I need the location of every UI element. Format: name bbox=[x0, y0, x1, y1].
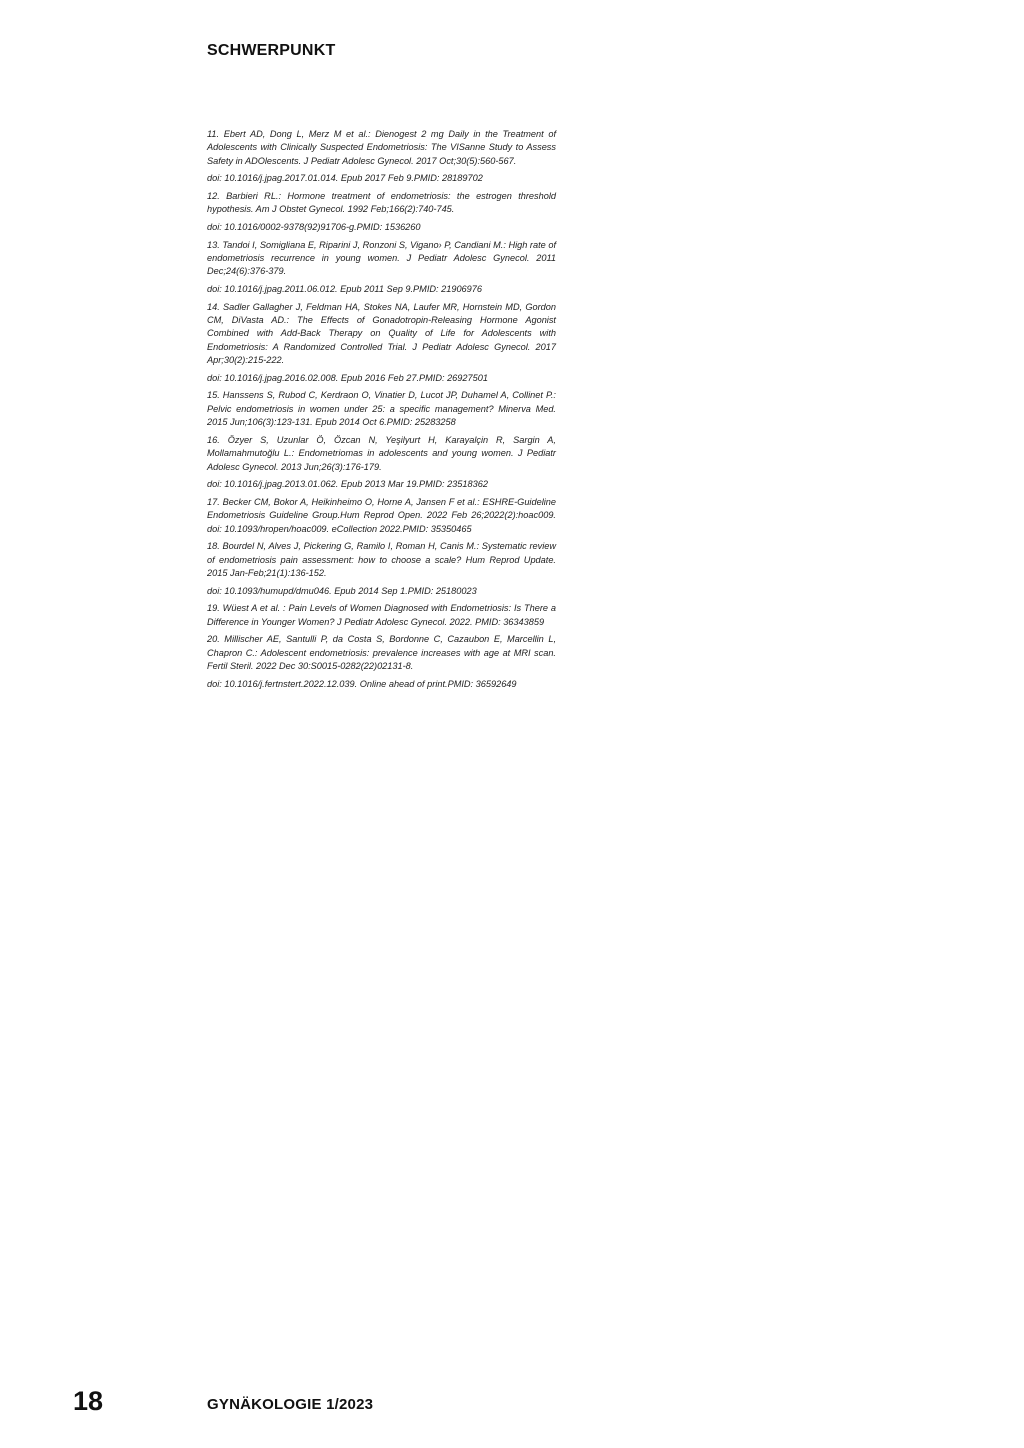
reference-20: 20. Millischer AE, Santulli P, da Costa S, Bordonne C, Cazaubon E, Marcellin L, Chapron C.: Adolescent endometriosis: prevalence increases with age at MRI scan. Fertil Steril. 2022 Dec 30:S0015-0282(22)02131-8. bbox=[207, 634, 556, 672]
reference-15: 15. Hanssens S, Rubod C, Kerdraon O, Vinatier D, Lucot JP, Duhamel A, Collinet P.: Pelvic endometriosis in women under 25: a specific management? Minerva Med. 2015 Jun;106(3):123-131. Epub 2014 Oct 6.PMID: 25283258 bbox=[207, 390, 556, 428]
reference-18-doi: doi: 10.1093/humupd/dmu046. Epub 2014 Sep 1.PMID: 25180023 bbox=[207, 585, 477, 596]
page-number: 18 bbox=[73, 1386, 104, 1416]
journal-issue: GYNÄKOLOGIE 1/2023 bbox=[207, 1396, 374, 1413]
reference-20-doi: doi: 10.1016/j.fertnstert.2022.12.039. Online ahead of print.PMID: 36592649 bbox=[207, 678, 517, 689]
reference-16-doi: doi: 10.1016/j.jpag.2013.01.062. Epub 2013 Mar 19.PMID: 23518362 bbox=[207, 479, 488, 490]
reference-13: 13. Tandoi I, Somigliana E, Riparini J, Ronzoni S, Vigano› P, Candiani M.: High rate of endometriosis recurrence in young women. J Pediatr Adolesc Gynecol. 2011 Dec;24(6):376-379. bbox=[207, 239, 556, 277]
section-label: SCHWERPUNKT bbox=[207, 42, 336, 59]
reference-14-doi: doi: 10.1016/j.jpag.2016.02.008. Epub 2016 Feb 27.PMID: 26927501 bbox=[207, 372, 488, 383]
reference-13-doi: doi: 10.1016/j.jpag.2011.06.012. Epub 2011 Sep 9.PMID: 21906976 bbox=[207, 284, 482, 294]
reference-11: 11. Ebert AD, Dong L, Merz M et al.: Dienogest 2 mg Daily in the Treatment of Adolescents with Clinically Suspected Endometriosis: The VISanne Study to Assess Safety in ADOlescents. J Pediatr Adolesc Gynecol. 2017 Oct;30(5):560-567. bbox=[207, 129, 556, 166]
reference-12: 12. Barbieri RL.: Hormone treatment of endometriosis: the estrogen threshold hypothesis. Am J Obstet Gynecol. 1992 Feb;166(2):740-745. bbox=[207, 191, 556, 215]
reference-17: 17. Becker CM, Bokor A, Heikinheimo O, Horne A, Jansen F et al.: ESHRE-Guideline Endometriosis Guideline Group.Hum Reprod Open. 2022 Feb 26;2022(2):hoac009. doi: 10.1093/hropen/hoac009. eCollection 2022.PMID: 35350465 bbox=[207, 496, 556, 534]
reference-12-doi: doi: 10.1016/0002-9378(92)91706-g.PMID: 1536260 bbox=[207, 222, 421, 232]
reference-14: 14. Sadler Gallagher J, Feldman HA, Stokes NA, Laufer MR, Hornstein MD, Gordon CM, DiVasta AD.: The Effects of Gonadotropin-Releasing Hormone Agonist Combined with Add-Back Therapy on Quality of Life for Adolescents with Endometriosis: A Randomized Controlled Trial. J Pediatr Adolesc Gynecol. 2017 Apr;30(2):215-222. bbox=[207, 301, 556, 366]
reference-19: 19. Wüest A et al. : Pain Levels of Women Diagnosed with Endometriosis: Is There a Difference in Younger Women? J Pediatr Adolesc Gynecol. 2022. PMID: 36343859 bbox=[207, 603, 556, 627]
reference-16: 16. Özyer S, Uzunlar Ö, Özcan N, Yeşilyurt H, Karayalçin R, Sargin A, Mollamahmutoğlu L.: Endometriomas in adolescents and young women. J Pediatr Adolesc Gynecol. 2013 Jun;26(3):176-179. bbox=[207, 434, 556, 472]
reference-11-doi: doi: 10.1016/j.jpag.2017.01.014. Epub 2017 Feb 9.PMID: 28189702 bbox=[207, 173, 483, 184]
reference-18: 18. Bourdel N, Alves J, Pickering G, Ramilo I, Roman H, Canis M.: Systematic review of endometriosis pain assessment: how to choose a scale? Hum Reprod Update. 2015 Jan-Feb;21(1):136-152. bbox=[207, 541, 556, 579]
reference-list bbox=[207, 128, 556, 695]
